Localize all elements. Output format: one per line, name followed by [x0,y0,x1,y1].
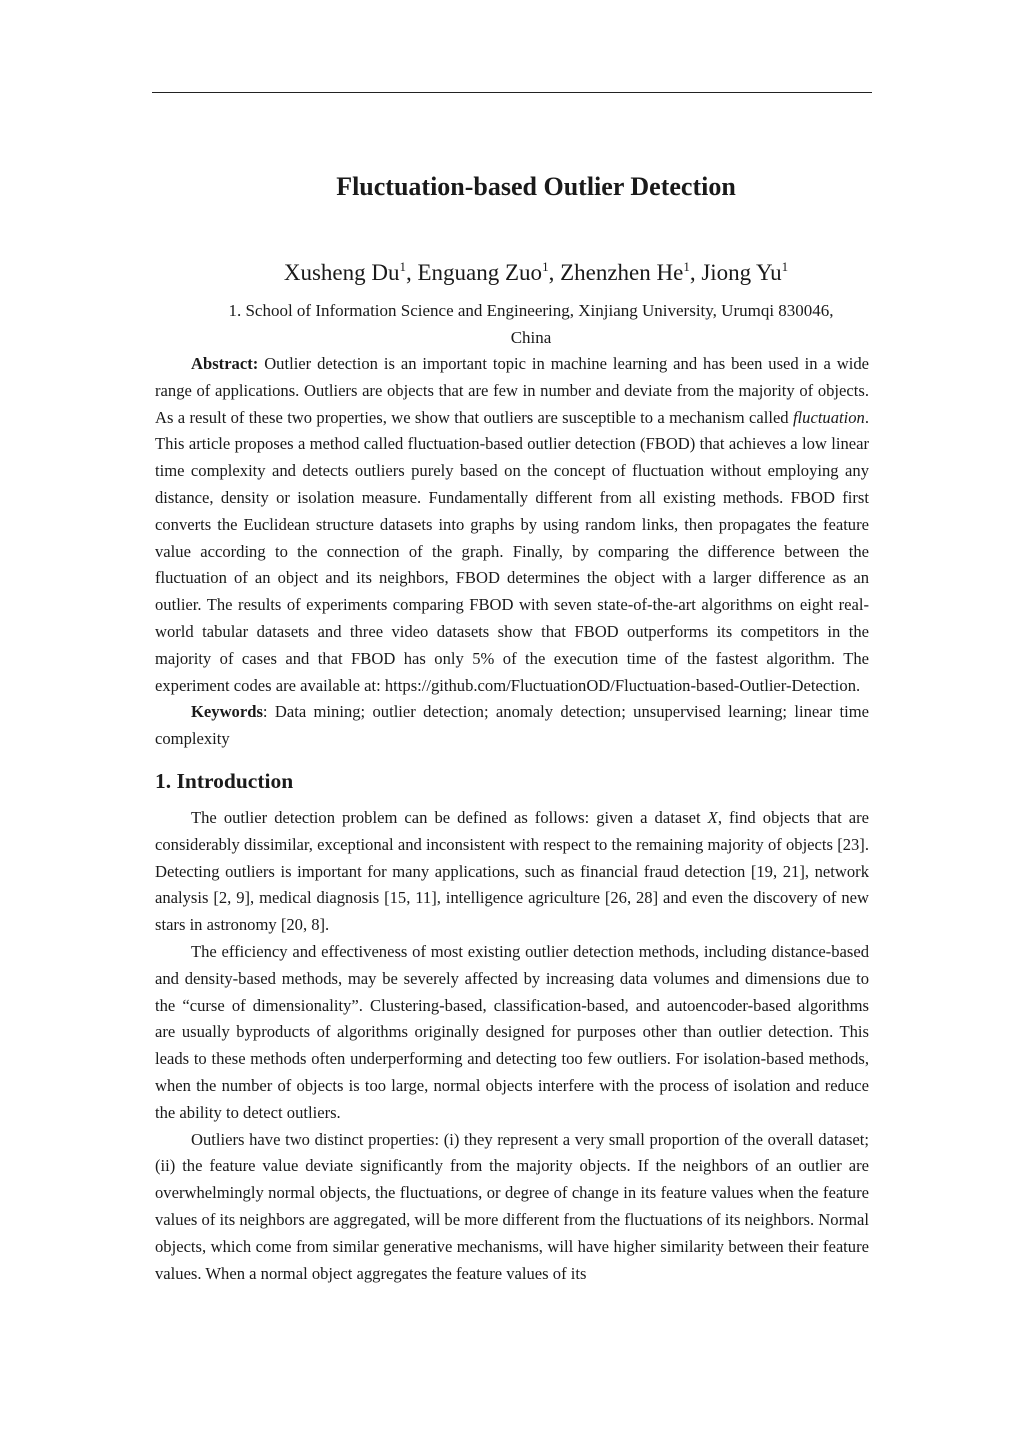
author-affiliation-mark: 1 [781,259,789,274]
affiliation [155,298,869,351]
page-content [155,160,869,1287]
author-affiliation-mark: 1 [542,259,549,274]
keywords-label: Keywords [191,702,263,722]
header-rule [152,92,872,93]
author-list [203,258,869,288]
author-name: Enguang Zuo [417,260,543,285]
author-name: Xusheng Du [283,260,400,285]
abstract-italic-term: fluctuation [792,407,865,427]
abstract-text: . This article proposes a method called fluctuation-based outlier detection (FBOD) that achieves a low linear time complexity and detects outliers purely based on the concept of fluctuation without employing any distance, density or isolation measure. Fundamentally different from all existing methods. FBOD first converts the Euclidean structure datasets into graphs by using random links, then propagates the feature value according to the connection of the graph. Finally, by comparing the difference between the fluctuation of an object and its neighbors, FBOD determines the object with a larger difference as an outlier. The results of experiments comparing FBOD with seven state-of-the-art algorithms on eight real-world tabular datasets and three video datasets show that FBOD outperforms its competitors in the majority of cases and that FBOD has only 5% of the execution time of the fastest algorithm. The experiment codes are available at: https://github.com/FluctuationOD/Fluctuation-based-Outlier-Detection. [155,407,869,695]
abstract-label: Abstract: [191,354,259,373]
paper-title: Fluctuation-based Outlier Detection [336,172,736,201]
math-variable: X [707,807,718,827]
abstract [155,351,869,699]
affiliation-line: 1. School of Information Science and Engineering, Xinjiang University, Urumqi 830046, [228,301,834,320]
body-text: , find objects that are considerably dissimilar, exceptional and inconsistent with respect to the remaining majority of objects [23]. Detecting outliers is important for many applications, such as financial fraud detection [19, 21], network analysis [2, 9], medical diagnosis [15, 11], intelligence agriculture [26, 28] and even the discovery of new stars in astronomy [20, 8]. [155,807,869,935]
body-text: The outlier detection problem can be defined as follows: given a dataset [191,807,708,827]
author-separator: , [689,260,702,285]
abstract-text: Outlier detection is an important topic in machine learning and has been used in a wide range of applications. Outliers are objects that are few in number and deviate from the majority of objects. As a result of these two properties, we show that outliers are susceptible to a mechanism called [155,354,869,427]
body-paragraph: The efficiency and effectiveness of most existing outlier detection methods, including distance-based and density-based methods, may be severely affected by increasing data volumes and dimensions due to the “curse of dimensionality”. Clustering-based, classification-based, and autoencoder-based algorithms are usually byproducts of algorithms originally designed for purposes other than outlier detection. This leads to these methods often underperforming and detecting too few outliers. For isolation-based methods, when the number of objects is too large, normal objects interfere with the process of isolation and reduce the ability to detect outliers. [155,941,869,1122]
author-separator: , [548,260,561,285]
keywords-text: : Data mining; outlier detection; anomaly detection; unsupervised learning; linear time complexity [155,702,869,749]
body-paragraph: Outliers have two distinct properties: (i) they represent a very small proportion of the overall dataset; (ii) the feature value deviate significantly from the majority objects. If the neighbors of an outlier are overwhelmingly normal objects, the fluctuations, or degree of change in its feature values when the feature values of its neighbors are aggregated, will be more different from the fluctuations of its neighbors. Normal objects, which come from similar generative mechanisms, will have higher similarity between their feature values. When a normal object aggregates the feature values of its [155,1129,869,1283]
author-separator: , [406,260,418,285]
author-name: Jiong Yu [701,260,782,285]
affiliation-line: China [510,327,552,347]
section-heading: 1. Introduction [155,768,294,793]
author-affiliation-mark: 1 [399,259,406,274]
body-paragraph [155,805,869,939]
author-affiliation-mark: 1 [683,259,690,274]
keywords [155,699,869,753]
author-name: Zhenzhen He [560,260,684,285]
